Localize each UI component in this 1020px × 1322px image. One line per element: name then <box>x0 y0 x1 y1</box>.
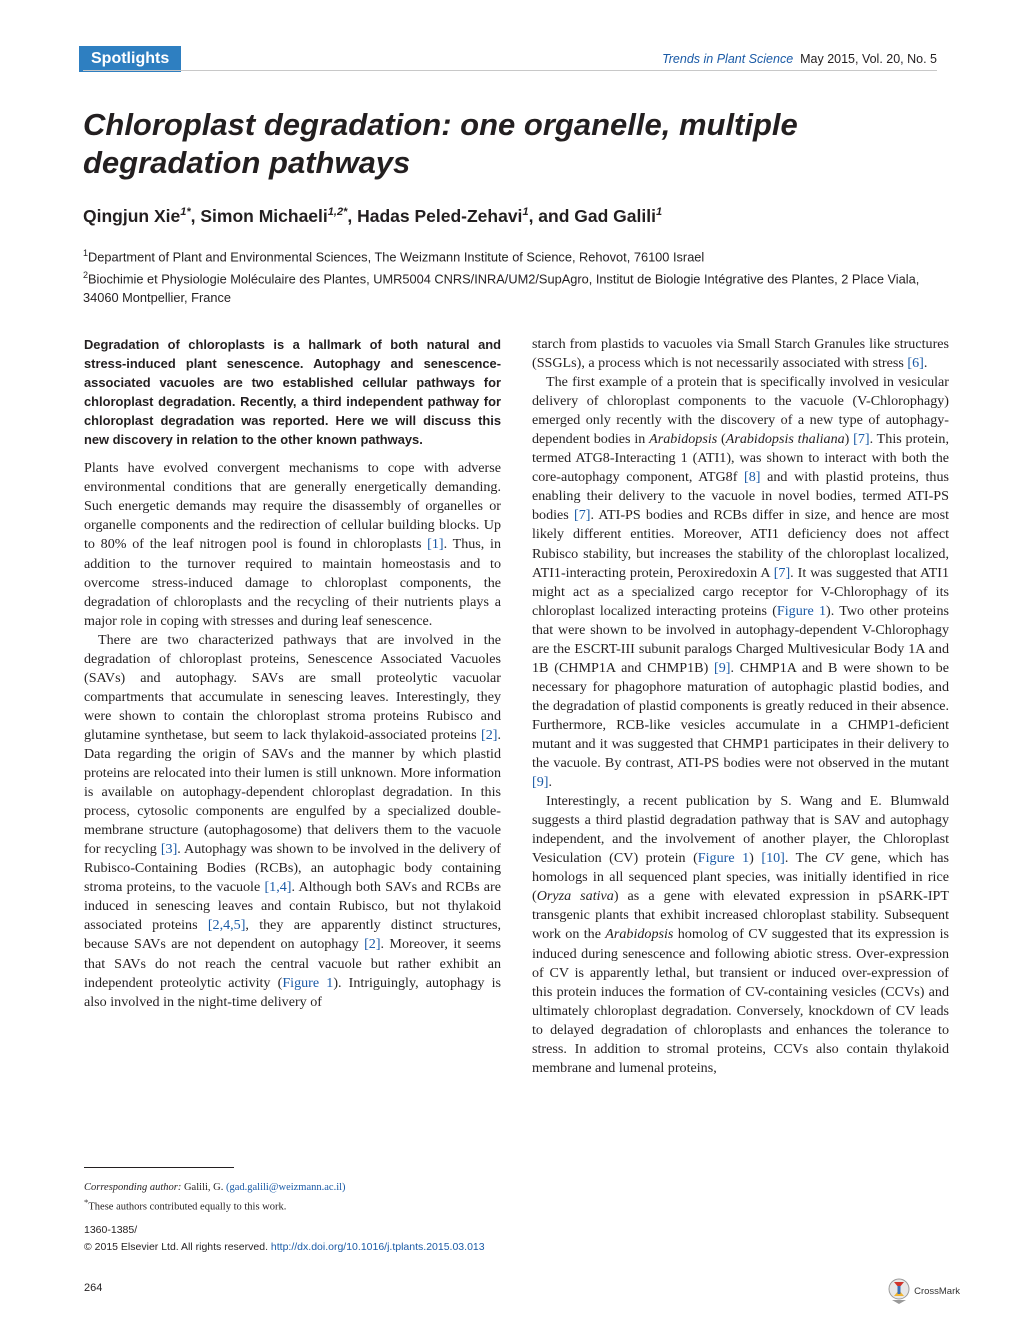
corresponding-name: Galili, G. <box>183 1182 224 1193</box>
affiliation-number: 2 <box>83 270 89 281</box>
affiliation <box>83 266 943 306</box>
equal-text: These authors contributed equally to this work. <box>88 1201 287 1213</box>
footnotes <box>84 1167 501 1215</box>
article-title: Chloroplast degradation: one organelle, multiple degradation pathways <box>83 107 798 180</box>
citation-link[interactable]: [2,4,5] <box>207 917 246 934</box>
citation-link[interactable]: [1,4] <box>264 879 292 896</box>
author-name: Qingjun Xie <box>83 206 181 226</box>
left-column <box>84 335 501 1012</box>
figure-link[interactable]: Figure 1 <box>776 602 827 619</box>
abstract: Degradation of chloroplasts is a hallmark of both natural and stress-induced plant senescence. Autophagy and senescence-associated vacuoles are two established cellular pathways for chloroplast degradation. Recently, a third independent pathway for chloroplast degradation was reported. Here we will discuss this new discovery in relation to the other known pathways. <box>84 337 501 448</box>
author-affiliation-mark: 1* <box>180 206 191 219</box>
citation-link[interactable]: [9] <box>714 659 731 676</box>
citation-link[interactable]: [2] <box>481 726 498 743</box>
section-badge: Spotlights <box>79 46 181 72</box>
corresponding-label: Corresponding author: <box>84 1182 182 1193</box>
citation-link[interactable]: [7] <box>853 431 870 448</box>
citation-link[interactable]: [3] <box>160 841 178 858</box>
author-name: Hadas Peled-Zehavi <box>357 206 523 226</box>
author-affiliation-mark: 1,2* <box>327 206 348 219</box>
header-rule <box>83 70 937 71</box>
affiliation-text: Department of Plant and Environmental Sciences, The Weizmann Institute of Science, Rehovot, 76100 Israel <box>88 249 705 265</box>
crossmark-icon <box>888 1278 910 1304</box>
author-affiliation-mark: 1 <box>655 206 663 219</box>
citation-link[interactable]: [7] <box>773 564 791 581</box>
citation-link[interactable]: [9] <box>532 774 549 791</box>
journal-info <box>662 52 937 66</box>
body-paragraph: Plants have evolved convergent mechanisms to cope with adverse environmental conditions that are generally energetically demanding. Such energetic demands may require the disassembly of organelles or organelle components and the redirection of cellular building blocks. Up to 80% of the leaf nitrogen pool is found in chloroplasts [1]. Thus, in addition to the turnover required to maintain homeostasis and to overcome stress-induced damage to chloroplast components, the degradation of chloroplasts and the recycling of their nutrients plays a major role in coping with stresses and during leaf senescence. <box>84 460 501 629</box>
equal-mark: * <box>84 1197 89 1207</box>
author-separator: , <box>347 206 358 226</box>
body-paragraph: Interestingly, a recent publication by S. Wang and E. Blumwald suggests a third plastid degradation pathway that is SAV and autophagy independent, and the involvement of another player, the Chloroplast Vesiculation (CV) protein (Figure 1) [10]. The CV gene, which has homologs in all sequenced plant species, was initially identified in rice (Oryza sativa) as a gene with elevated expression in pSARK-IPT transgenic plants that exhibit increased chloroplast stability. Subsequent work on the Arabidopsis homolog of CV suggested that its expression is induced during senescence and following abiotic stress. Over-expression of CV is apparently lethal, but transient or induced over-expression of this protein induces the formation of CV-containing vesicles (CCVs) and ultimately chloroplast degradation. Conversely, knockdown of CV leads to delayed degradation of chloroplasts and enhances the tolerance to stress. In addition to stromal proteins, CCVs also contain thylakoid membrane and lumenal proteins, <box>532 793 950 1076</box>
body-paragraph: The first example of a protein that is specifically involved in vesicular delivery of chloroplast components to the vacuole (V-Chlorophagy) emerged only recently with the discovery of a new type of autophagy-dependent bodies in Arabidopsis (Arabidopsis thaliana) [7]. This protein, termed ATG8-Interacting 1 (ATI1), was shown to interact with both the core-autophagy component, ATG8f [8] and with plastid proteins, thus enabling their delivery to the vacuole in novel bodies, termed ATI-PS bodies [7]. ATI-PS bodies and RCBs differ in size, and hence are most likely different entities. Moreover, ATI1 deficiency does not affect Rubisco stability, but increases the stability of the chloroplast localized, ATI1-interacting protein, Peroxiredoxin A [7]. It was suggested that ATI1 might act as a specialized cargo receptor for V-Chlorophagy of its chloroplast localized interacting proteins (Figure 1). Two other proteins that were shown to be involved in autophagy-dependent V-Chlorophagy are the ESCRT-III subunit paralogs Charged Multivesicular Body 1A and 1B (CHMP1A and CHMP1B) [9]. CHMP1A and B were shown to be necessary for phagophore maturation of autophagic plastid bodies, and the degradation of plastid components is greatly reduced in their absence. Furthermore, RCB-like vesicles accumulate in a CHMP1-deficient mutant and it was suggested that CHMP1 participates in their delivery to the vacuole. By contrast, ATI-PS bodies were not observed in the mutant [9]. <box>532 374 950 791</box>
affiliation <box>83 244 943 266</box>
citation-link[interactable]: [10] <box>761 850 785 867</box>
citation-link[interactable]: [2] <box>364 936 381 953</box>
affiliation-text: Biochimie et Physiologie Moléculaire des Plantes, UMR5004 CNRS/INRA/UM2/SupAgro, Institut de Biologie Intégrative des Plantes, 2 Place Viala, 34060 Montpellier, France <box>83 271 920 305</box>
copyright-line <box>84 1239 514 1256</box>
issue-info: May 2015, Vol. 20, No. 5 <box>800 52 937 66</box>
doi-link[interactable]: http://dx.doi.org/10.1016/j.tplants.2015.03.013 <box>270 1241 485 1253</box>
author-separator: , <box>190 206 201 226</box>
author-separator: , and <box>528 206 575 226</box>
copyright: © 2015 Elsevier Ltd. All rights reserved. <box>84 1241 268 1253</box>
author-list <box>83 206 943 227</box>
figure-link[interactable]: Figure 1 <box>282 974 334 991</box>
journal-name[interactable]: Trends in Plant Science <box>662 52 794 66</box>
corresponding-author <box>84 1180 501 1195</box>
body-paragraph: starch from plastids to vacuoles via Small Starch Granules like structures (SSGLs), a process which is not necessarily associated with stress [6]. <box>532 336 949 372</box>
author-name: Gad Galili <box>574 206 656 226</box>
equal-contribution-note <box>84 1195 501 1215</box>
author-affiliation-mark: 1 <box>522 206 529 219</box>
publication-info <box>84 1222 514 1256</box>
citation-link[interactable]: [1] <box>427 536 444 553</box>
affiliations <box>83 244 943 307</box>
citation-link[interactable]: [7] <box>574 507 591 524</box>
crossmark-label: CrossMark <box>914 1285 960 1297</box>
footnote-rule <box>84 1167 234 1168</box>
citation-link[interactable]: [8] <box>744 469 761 486</box>
issn: 1360-1385/ <box>84 1224 138 1236</box>
author-name: Simon Michaeli <box>200 206 328 226</box>
body-paragraph: There are two characterized pathways that are involved in the degradation of chloroplast proteins, Senescence Associated Vacuoles (SAVs) and autophagy. SAVs are small proteolytic vacuolar compartments that accumulate in senescing leaves. Interestingly, they were shown to contain the chloroplast stroma proteins Rubisco and glutamine synthetase, but seem to lack thylakoid-associated proteins [2]. Data regarding the origin of SAVs and the manner by which plastid proteins are relocated into their lumen is still unknown. More information is available on autophagy-dependent chloroplast degradation. In this process, cytosolic components are engulfed by a specialized double-membrane structure (autophagosome) that delivers them to the vacuole for recycling [3]. Autophagy was shown to be involved in the delivery of Rubisco-Containing Bodies (RCBs), an autophagic body containing stroma proteins, to the vacuole [1,4]. Although both SAVs and RCBs are induced in senescing leaves and contain Rubisco, but not thylakoid associated proteins [2,4,5], they are apparently distinct structures, because SAVs are not dependent on autophagy [2]. Moreover, it seems that SAVs do not reach the central vacuole but rather exhibit an independent proteolytic activity (Figure 1). Intriguingly, autophagy is also involved in the night-time delivery of <box>84 631 501 1010</box>
citation-link[interactable]: [6] <box>907 355 924 372</box>
page-number: 264 <box>84 1282 103 1294</box>
corresponding-email-link[interactable]: (gad.galili@weizmann.ac.il) <box>225 1182 346 1193</box>
right-column <box>532 335 949 1078</box>
crossmark-badge[interactable] <box>888 1278 960 1304</box>
figure-link[interactable]: Figure 1 <box>697 850 750 867</box>
affiliation-number: 1 <box>83 248 89 258</box>
